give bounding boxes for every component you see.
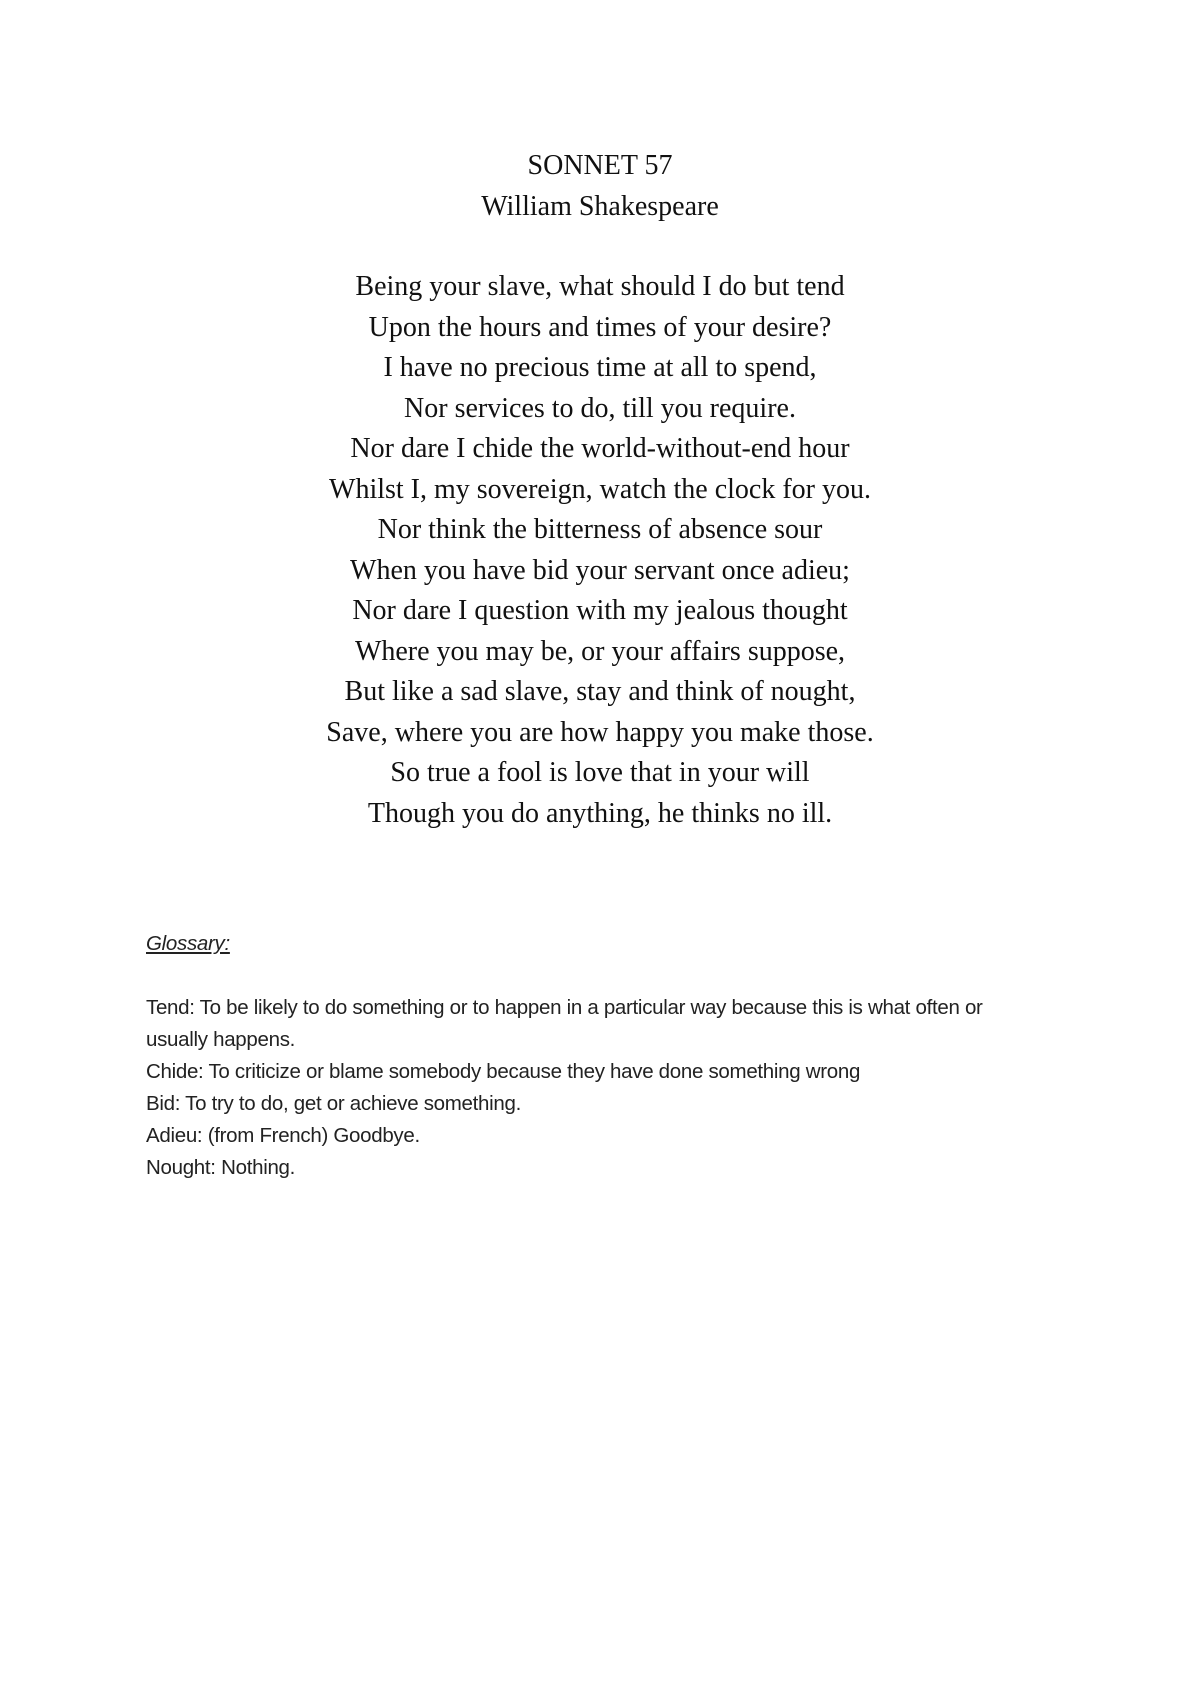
- poem-line: Whilst I, my sovereign, watch the clock for you.: [329, 473, 871, 505]
- poem-line: Upon the hours and times of your desire?: [368, 311, 832, 343]
- poem-line: When you have bid your servant once adieu;: [350, 554, 850, 586]
- poem-line: Nor services to do, till you require.: [404, 392, 796, 424]
- glossary-entry-tend: Tend: To be likely to do something or to happen in a particular way because this is what often or usually happens.: [146, 996, 983, 1051]
- glossary-entry-adieu: Adieu: (from French) Goodbye.: [146, 1124, 420, 1147]
- poem-line: Nor dare I question with my jealous thought: [352, 595, 848, 626]
- poem-line: Nor dare I chide the world-without-end hour: [350, 433, 850, 464]
- poem-author: William Shakespeare: [481, 190, 719, 222]
- glossary-entry-chide: Chide: To criticize or blame somebody because they have done something wrong: [146, 1060, 861, 1083]
- glossary-heading: Glossary:: [146, 932, 230, 955]
- poem-line: Though you do anything, he thinks no ill.: [367, 797, 833, 829]
- poem-line: Nor think the bitterness of absence sour: [377, 514, 823, 545]
- poem-line: But like a sad slave, stay and think of nought,: [344, 676, 856, 707]
- spacer: [146, 960, 1046, 992]
- poem-title: SONNET 57: [527, 150, 673, 181]
- poem-line: Where you may be, or your affairs suppose,: [354, 635, 846, 667]
- poem-line: So true a fool is love that in your will: [390, 757, 810, 788]
- spacer: [0, 227, 1200, 267]
- glossary-entry-bid: Bid: To try to do, get or achieve something.: [146, 1092, 521, 1115]
- poem: [0, 146, 1200, 834]
- poem-line: Being your slave, what should I do but tend: [355, 271, 845, 302]
- glossary: [146, 928, 1046, 1184]
- poem-line: Save, where you are how happy you make those.: [326, 716, 874, 748]
- glossary-entry-nought: Nought: Nothing.: [146, 1156, 296, 1179]
- poem-line: I have no precious time at all to spend,: [383, 352, 817, 383]
